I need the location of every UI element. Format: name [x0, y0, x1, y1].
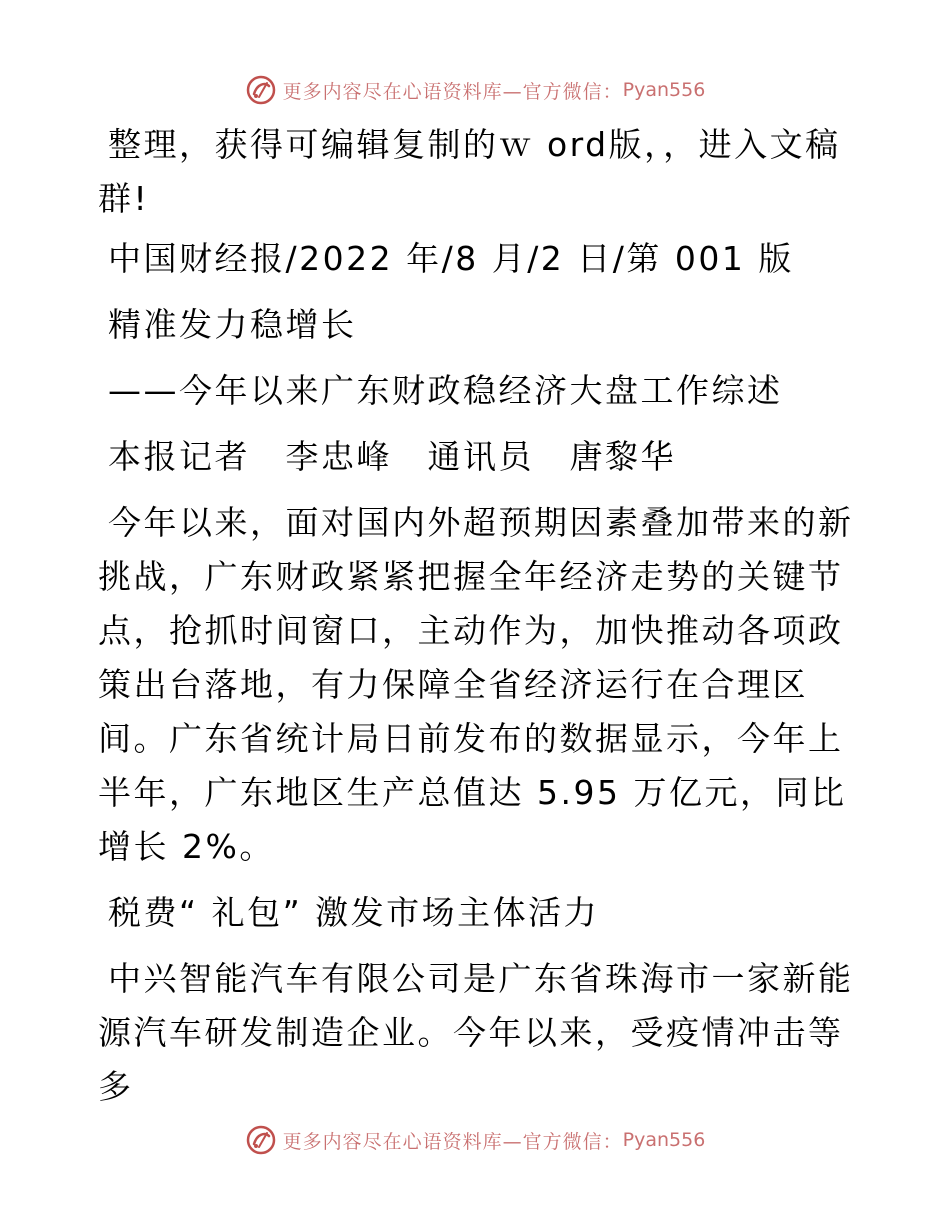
watermark-header	[0, 70, 950, 110]
article-subtitle: ——今年以来广东财政稳经济大盘工作综述	[108, 371, 783, 410]
intro-text: 整理，获得可编辑复制的ｗ ord版，，进入文稿群!	[98, 125, 841, 218]
section-heading: 税费“ 礼包” 激发市场主体活力	[108, 893, 600, 932]
document-body	[98, 118, 858, 1126]
paragraph-1: 今年以来，面对国内外超预期因素叠加带来的新挑战，广东财政紧紧把握全年经济走势的关键节点，抢抓时间窗口，主动作为，加快推动各项政策出台落地，有力保障全省经济运行在合理区间。广东省统计局日前发布的数据显示，今年上半年，广东地区生产总值达 5.95 万亿元，同比增长 2%。	[98, 503, 854, 866]
paragraph-2: 中兴智能汽车有限公司是广东省珠海市一家新能源汽车研发制造企业。今年以来，受疫情冲击等多	[98, 959, 854, 1106]
watermark-text: 更多内容尽在心语资料库—官方微信：	[282, 80, 623, 103]
library-logo-icon	[245, 74, 277, 106]
library-logo-icon	[245, 1124, 277, 1156]
source-line: 中国财经报/2022 年/8 月/2 日/第 001 版	[108, 239, 794, 278]
watermark-contact: Pyan556	[622, 79, 706, 101]
watermark-footer	[0, 1120, 950, 1160]
watermark-contact: Pyan556	[622, 1129, 706, 1151]
article-title: 精准发力稳增长	[108, 305, 357, 344]
watermark-text: 更多内容尽在心语资料库—官方微信：	[282, 1130, 623, 1153]
article-byline: 本报记者 李忠峰 通讯员 唐黎华	[108, 437, 676, 476]
